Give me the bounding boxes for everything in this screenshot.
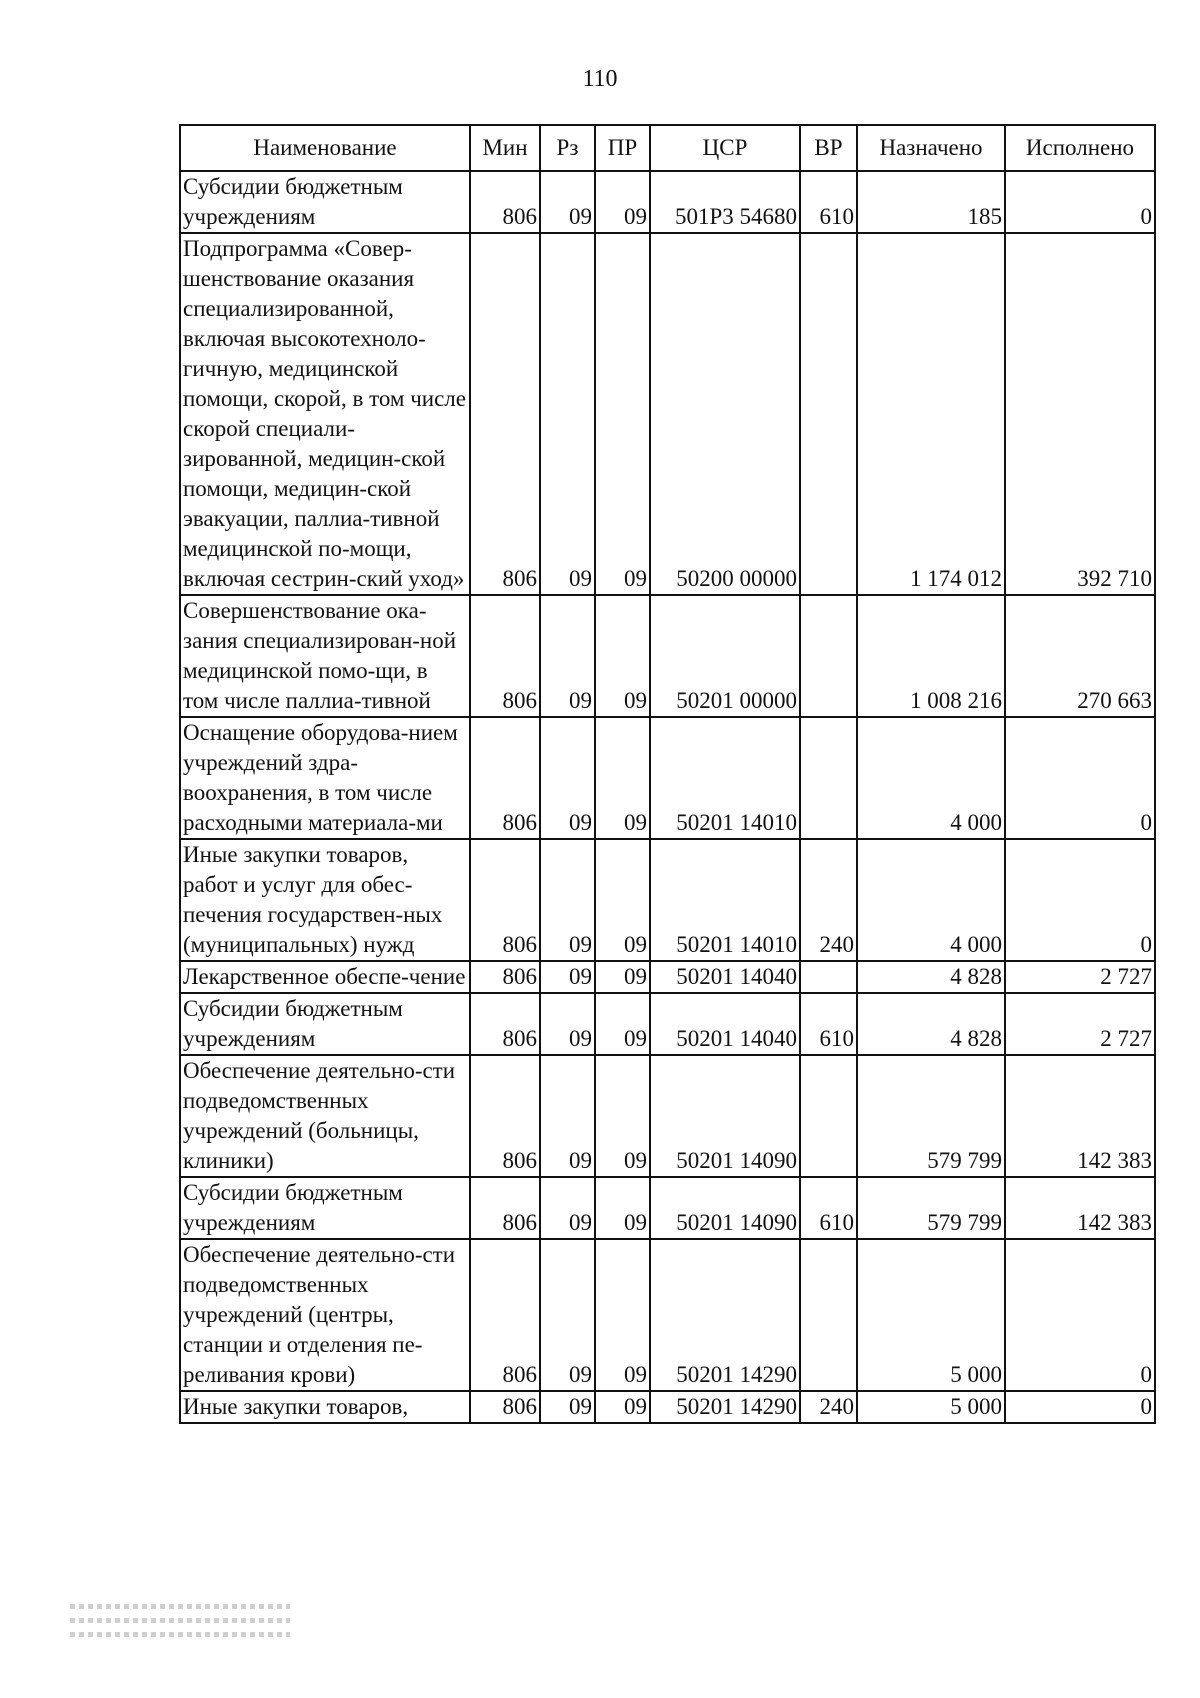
row-csr: 50201 14090	[650, 1055, 800, 1177]
row-name: Субсидии бюджетным учреждениям	[180, 993, 470, 1055]
table-row	[180, 1391, 1155, 1423]
row-pr: 09	[595, 233, 650, 595]
table-row	[180, 993, 1155, 1055]
header-executed: Исполнено	[1005, 125, 1155, 171]
row-vr: 240	[800, 1391, 857, 1423]
row-csr: 50201 14010	[650, 839, 800, 961]
table-row	[180, 839, 1155, 961]
row-csr: 50201 14090	[650, 1177, 800, 1239]
row-name: Лекарственное обеспе-чение	[180, 961, 470, 993]
row-assigned: 4 000	[857, 839, 1005, 961]
row-rz: 09	[540, 839, 595, 961]
row-csr: 50201 14040	[650, 993, 800, 1055]
row-executed: 392 710	[1005, 233, 1155, 595]
row-name: Субсидии бюджетным учреждениям	[180, 1177, 470, 1239]
row-pr: 09	[595, 1391, 650, 1423]
row-min: 806	[470, 839, 540, 961]
row-assigned: 5 000	[857, 1391, 1005, 1423]
row-name: Подпрограмма «Совер-шенствование оказания специализированной, включая высокотехноло-гичную, медицинской помощи, скорой, в том числе скорой специали-зированной, медицин-ской помощи, медицин-ской эвакуации, паллиа-тивной медицинской по-мощи, включая сестрин-ский уход»	[180, 233, 470, 595]
row-rz: 09	[540, 1239, 595, 1391]
row-name: Оснащение оборудова-нием учреждений здра-воохранения, в том числе расходными материала-ми	[180, 717, 470, 839]
row-rz: 09	[540, 717, 595, 839]
header-pr: ПР	[595, 125, 650, 171]
row-executed: 0	[1005, 1391, 1155, 1423]
row-vr	[800, 1055, 857, 1177]
table-row	[180, 1055, 1155, 1177]
table-row	[180, 171, 1155, 233]
row-vr: 610	[800, 171, 857, 233]
row-pr: 09	[595, 839, 650, 961]
row-rz: 09	[540, 1391, 595, 1423]
row-min: 806	[470, 1239, 540, 1391]
row-min: 806	[470, 595, 540, 717]
row-vr	[800, 595, 857, 717]
header-assigned: Назначено	[857, 125, 1005, 171]
row-min: 806	[470, 961, 540, 993]
row-assigned: 1 174 012	[857, 233, 1005, 595]
row-min: 806	[470, 1391, 540, 1423]
header-min: Мин	[470, 125, 540, 171]
table-row	[180, 1239, 1155, 1391]
row-assigned: 579 799	[857, 1055, 1005, 1177]
row-rz: 09	[540, 233, 595, 595]
row-vr: 240	[800, 839, 857, 961]
row-csr: 50201 14290	[650, 1239, 800, 1391]
budget-table	[179, 124, 1156, 1424]
row-executed: 0	[1005, 171, 1155, 233]
row-name: Совершенствование ока-зания специализирован-ной медицинской помо-щи, в том числе паллиа-тивной	[180, 595, 470, 717]
row-vr: 610	[800, 993, 857, 1055]
row-min: 806	[470, 1177, 540, 1239]
row-assigned: 579 799	[857, 1177, 1005, 1239]
row-executed: 142 383	[1005, 1055, 1155, 1177]
table-row	[180, 1177, 1155, 1239]
row-min: 806	[470, 993, 540, 1055]
page-number: 110	[582, 66, 618, 92]
row-csr: 50201 14010	[650, 717, 800, 839]
header-name: Наименование	[180, 125, 470, 171]
row-pr: 09	[595, 595, 650, 717]
table-row	[180, 233, 1155, 595]
row-pr: 09	[595, 1239, 650, 1391]
row-rz: 09	[540, 961, 595, 993]
row-executed: 270 663	[1005, 595, 1155, 717]
row-pr: 09	[595, 1177, 650, 1239]
row-assigned: 1 008 216	[857, 595, 1005, 717]
row-assigned: 4 000	[857, 717, 1005, 839]
row-name: Обеспечение деятельно-сти подведомственных учреждений (больницы, клиники)	[180, 1055, 470, 1177]
row-assigned: 4 828	[857, 961, 1005, 993]
row-pr: 09	[595, 1055, 650, 1177]
row-pr: 09	[595, 993, 650, 1055]
row-name: Обеспечение деятельно-сти подведомственных учреждений (центры, станции и отделения пе-реливания крови)	[180, 1239, 470, 1391]
row-executed: 0	[1005, 1239, 1155, 1391]
row-executed: 2 727	[1005, 993, 1155, 1055]
row-assigned: 5 000	[857, 1239, 1005, 1391]
row-executed: 142 383	[1005, 1177, 1155, 1239]
row-min: 806	[470, 171, 540, 233]
row-csr: 50201 14290	[650, 1391, 800, 1423]
row-min: 806	[470, 1055, 540, 1177]
row-csr: 501P3 54680	[650, 171, 800, 233]
row-csr: 50201 00000	[650, 595, 800, 717]
row-vr	[800, 233, 857, 595]
row-rz: 09	[540, 1177, 595, 1239]
table-row	[180, 717, 1155, 839]
table-row	[180, 961, 1155, 993]
row-min: 806	[470, 717, 540, 839]
row-csr: 50201 14040	[650, 961, 800, 993]
row-vr	[800, 717, 857, 839]
table-header-row	[180, 125, 1155, 171]
row-assigned: 4 828	[857, 993, 1005, 1055]
row-name: Иные закупки товаров, работ и услуг для обес-печения государствен-ных (муниципальных) нужд	[180, 839, 470, 961]
row-csr: 50200 00000	[650, 233, 800, 595]
faded-stamp	[70, 1595, 290, 1665]
row-pr: 09	[595, 717, 650, 839]
row-pr: 09	[595, 961, 650, 993]
header-vr: ВР	[800, 125, 857, 171]
row-pr: 09	[595, 171, 650, 233]
row-rz: 09	[540, 171, 595, 233]
row-name: Субсидии бюджетным учреждениям	[180, 171, 470, 233]
row-executed: 0	[1005, 839, 1155, 961]
table-row	[180, 595, 1155, 717]
header-rz: Рз	[540, 125, 595, 171]
row-rz: 09	[540, 595, 595, 717]
row-assigned: 185	[857, 171, 1005, 233]
row-vr: 610	[800, 1177, 857, 1239]
header-csr: ЦСР	[650, 125, 800, 171]
row-executed: 0	[1005, 717, 1155, 839]
row-vr	[800, 961, 857, 993]
row-rz: 09	[540, 993, 595, 1055]
row-rz: 09	[540, 1055, 595, 1177]
row-vr	[800, 1239, 857, 1391]
row-min: 806	[470, 233, 540, 595]
row-executed: 2 727	[1005, 961, 1155, 993]
row-name: Иные закупки товаров,	[180, 1391, 470, 1423]
